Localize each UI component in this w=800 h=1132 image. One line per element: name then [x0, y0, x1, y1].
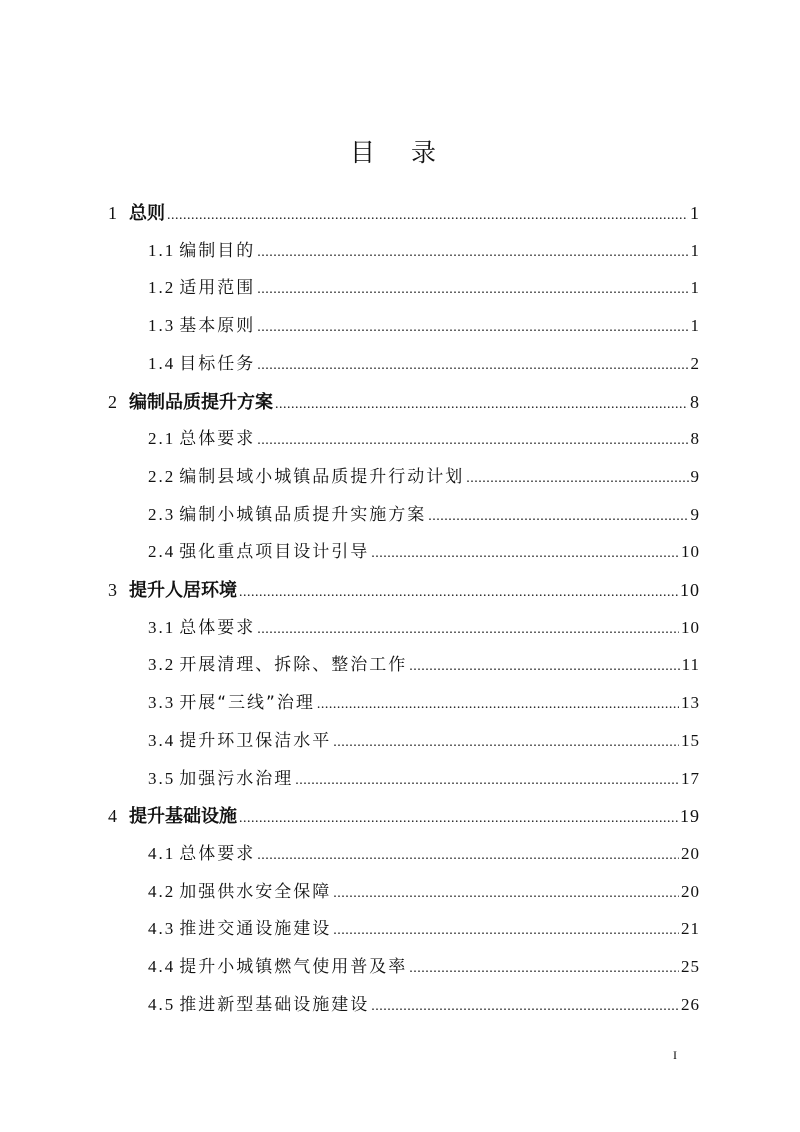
- toc-dot-leader: [317, 687, 679, 721]
- toc-entry-page-number: 2: [690, 353, 700, 373]
- toc-dot-leader: [257, 348, 688, 382]
- toc-entry-number: 2: [108, 391, 117, 412]
- toc-entry-title: 开展“三线”治理: [179, 693, 315, 714]
- toc-entry-title: 目标任务: [179, 353, 256, 374]
- toc-section-entry[interactable]: [148, 647, 700, 683]
- toc-entry-title: 提升小城镇燃气使用普及率: [179, 957, 408, 977]
- toc-title: 目 录: [350, 137, 450, 167]
- toc-section-entry[interactable]: [148, 346, 700, 382]
- toc-dot-leader: [257, 235, 688, 269]
- page-number-footer: I: [673, 1048, 677, 1062]
- toc-dot-leader: [333, 725, 679, 759]
- toc-entry-number: 4.2: [148, 881, 176, 901]
- toc-entry-number: 1.1: [148, 240, 176, 260]
- toc-dot-leader: [239, 801, 678, 834]
- toc-entry-page-number: 9: [690, 466, 700, 486]
- toc-dot-leader: [333, 876, 679, 910]
- toc-dot-leader: [257, 310, 688, 344]
- toc-entry-title: 编制目的: [179, 240, 256, 261]
- toc-section-entry[interactable]: [148, 497, 700, 533]
- toc-entry-title: 强化重点项目设计引导: [179, 542, 370, 563]
- toc-entry-title: 总体要求: [179, 429, 256, 450]
- toc-entry-number: 2.3: [148, 504, 176, 524]
- toc-section-entry[interactable]: [148, 685, 700, 721]
- toc-dot-leader: [257, 612, 679, 646]
- toc-entry-number: 4.4: [148, 957, 176, 976]
- toc-dot-leader: [333, 913, 679, 947]
- toc-entry-number: 4.3: [148, 919, 176, 939]
- toc-entry-number: 1.2: [148, 278, 176, 298]
- toc-entry-page-number: 10: [680, 580, 700, 600]
- toc-chapter-entry[interactable]: [108, 195, 700, 231]
- toc-dot-leader: [257, 423, 688, 457]
- toc-section-entry[interactable]: [148, 987, 700, 1023]
- toc-dot-leader: [257, 838, 679, 872]
- toc-section-entry[interactable]: [148, 534, 700, 570]
- toc-entry-number: 1: [108, 203, 117, 223]
- toc-chapter-entry[interactable]: [108, 572, 700, 608]
- toc-entry-page-number: 21: [681, 919, 700, 939]
- toc-entry-number: 3.5: [148, 768, 176, 788]
- toc-entry-title: 总则: [129, 203, 165, 224]
- toc-entry-number: 2.1: [148, 429, 176, 449]
- toc-entry-title: 编制县域小城镇品质提升行动计划: [179, 466, 465, 487]
- toc-chapter-entry[interactable]: [108, 798, 700, 834]
- toc-entry-number: 3.4: [148, 730, 176, 750]
- toc-entry-number: 3.2: [148, 655, 176, 675]
- toc-entry-page-number: 10: [681, 617, 700, 637]
- toc-entry-title: 加强污水治理: [179, 768, 294, 789]
- toc-entry-title: 加强供水安全保障: [179, 881, 332, 902]
- toc-entry-page-number: 8: [690, 429, 700, 449]
- toc-entry-page-number: 8: [690, 391, 700, 412]
- toc-entry-page-number: 19: [680, 806, 700, 827]
- toc-entry-page-number: 17: [681, 768, 700, 788]
- toc-entry-title: 总体要求: [179, 843, 256, 864]
- toc-entry-page-number: 9: [690, 504, 700, 524]
- toc-section-entry[interactable]: [148, 949, 700, 985]
- toc-entry-title: 推进新型基础设施建设: [179, 994, 370, 1015]
- toc-entry-page-number: 1: [690, 203, 700, 223]
- toc-section-entry[interactable]: [148, 610, 700, 646]
- toc-entry-title: 适用范围: [179, 278, 256, 299]
- toc-entry-number: 3.1: [148, 617, 176, 637]
- toc-dot-leader: [167, 198, 688, 231]
- toc-entry-title: 总体要求: [179, 617, 256, 638]
- toc-section-entry[interactable]: [148, 911, 700, 947]
- toc-dot-leader: [428, 499, 688, 533]
- toc-section-entry[interactable]: [148, 308, 700, 344]
- toc-section-entry[interactable]: [148, 836, 700, 872]
- toc-entry-title: 提升人居环境: [129, 580, 237, 601]
- toc-entry-number: 3: [108, 580, 117, 600]
- toc-entry-page-number: 1: [690, 278, 700, 298]
- toc-entry-title: 提升基础设施: [129, 806, 237, 828]
- toc-dot-leader: [239, 575, 678, 608]
- toc-entry-page-number: 1: [690, 240, 700, 260]
- toc-section-entry[interactable]: [148, 270, 700, 306]
- toc-entry-number: 2.2: [148, 466, 176, 486]
- toc-entry-title: 提升环卫保洁水平: [179, 730, 332, 751]
- toc-dot-leader: [409, 951, 679, 985]
- toc-entry-page-number: 25: [681, 957, 700, 976]
- toc-entry-number: 2.4: [148, 542, 176, 562]
- toc-dot-leader: [371, 989, 679, 1023]
- toc-entry-number: 4.5: [148, 994, 176, 1014]
- toc-entry-number: 4: [108, 806, 117, 827]
- toc-entry-title: 编制品质提升方案: [129, 391, 273, 413]
- toc-section-entry[interactable]: [148, 723, 700, 759]
- toc-section-entry[interactable]: [148, 761, 700, 797]
- toc-entry-page-number: 10: [681, 542, 700, 562]
- toc-chapter-entry[interactable]: [108, 384, 700, 420]
- toc-entry-title: 推进交通设施建设: [179, 919, 332, 940]
- toc-dot-leader: [371, 536, 679, 570]
- toc-entry-page-number: 1: [690, 316, 700, 336]
- toc-entry-page-number: 20: [681, 881, 700, 901]
- toc-entry-number: 4.1: [148, 843, 176, 863]
- toc-entry-page-number: 15: [681, 730, 700, 750]
- toc-entry-number: 3.3: [148, 693, 176, 713]
- toc-entry-page-number: 20: [681, 843, 700, 863]
- toc-section-entry[interactable]: [148, 874, 700, 910]
- toc-entry-page-number: 11: [681, 655, 700, 675]
- toc-dot-leader: [295, 763, 679, 797]
- toc-entry-title: 基本原则: [179, 316, 256, 337]
- toc-entry-page-number: 13: [681, 693, 700, 713]
- toc-dot-leader: [466, 461, 688, 495]
- toc-section-entry[interactable]: [148, 233, 700, 269]
- toc-entry-title: 开展清理、拆除、整治工作: [179, 655, 408, 676]
- toc-dot-leader: [257, 272, 688, 306]
- toc-entry-title: 编制小城镇品质提升实施方案: [179, 504, 427, 525]
- toc-section-entry[interactable]: [148, 459, 700, 495]
- toc-entry-page-number: 26: [681, 994, 700, 1014]
- toc-entry-number: 1.3: [148, 316, 176, 336]
- toc-entry-number: 1.4: [148, 353, 176, 373]
- toc-dot-leader: [409, 649, 679, 683]
- toc-dot-leader: [275, 387, 688, 420]
- toc-section-entry[interactable]: [148, 421, 700, 457]
